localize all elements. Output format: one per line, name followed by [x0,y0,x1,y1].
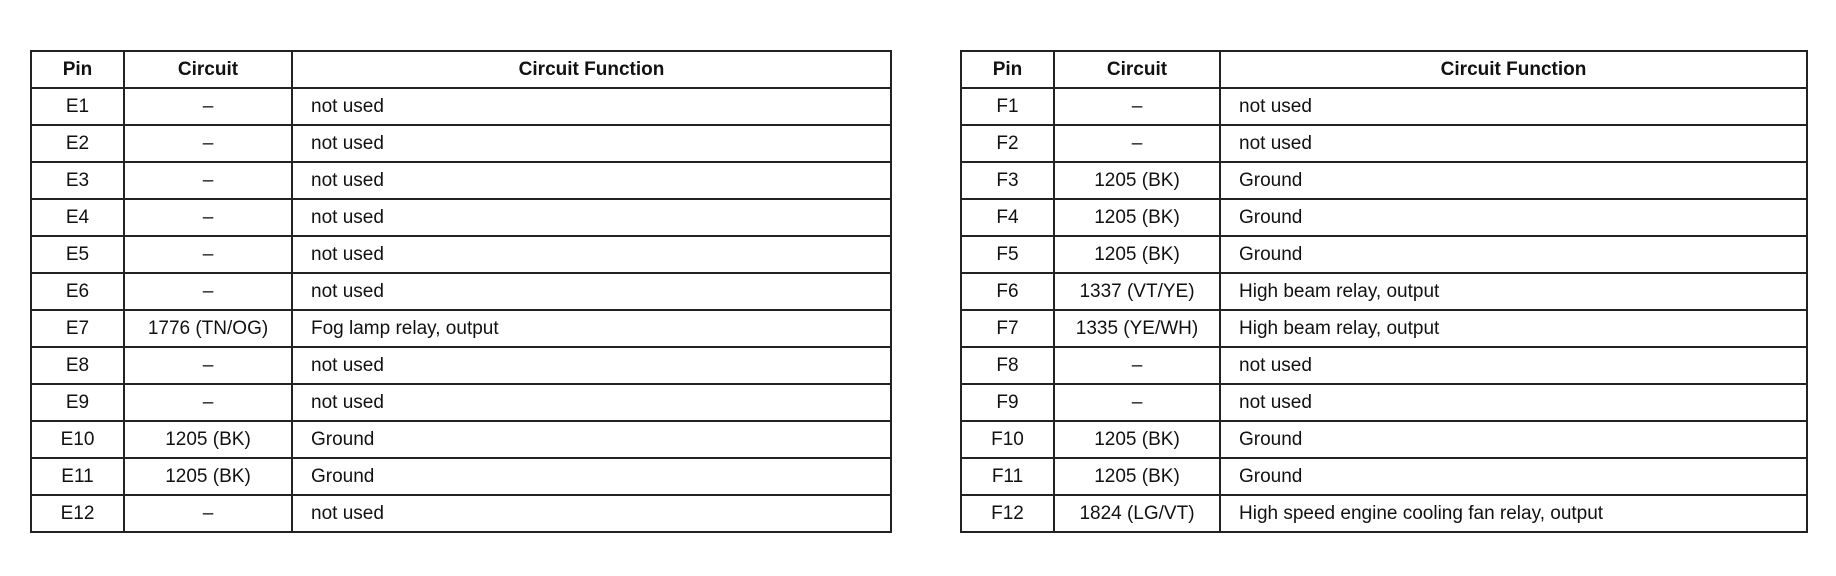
table-row [31,495,891,532]
circuit-cell: 1776 (TN/OG) [124,310,292,347]
table-row [31,273,891,310]
header-circuit: Circuit [1054,51,1220,88]
pin-cell: F11 [961,458,1054,495]
circuit-function-cell: not used [292,199,891,236]
table-row [31,347,891,384]
table-row [961,236,1807,273]
circuit-cell: – [124,495,292,532]
circuit-cell: 1205 (BK) [1054,421,1220,458]
table-row [961,162,1807,199]
table-header-row [961,51,1807,88]
circuit-function-cell: Ground [1220,199,1807,236]
circuit-function-cell: not used [292,347,891,384]
table-row [31,310,891,347]
circuit-function-cell: High beam relay, output [1220,310,1807,347]
circuit-cell: 1205 (BK) [1054,162,1220,199]
connector-e-pin-table [30,50,892,533]
header-pin: Pin [31,51,124,88]
table-row [961,458,1807,495]
circuit-cell: – [124,88,292,125]
circuit-function-cell: not used [1220,88,1807,125]
circuit-function-cell: not used [1220,125,1807,162]
circuit-cell: – [124,162,292,199]
circuit-cell: – [124,347,292,384]
pin-cell: E9 [31,384,124,421]
pin-cell: F3 [961,162,1054,199]
table-header-row [31,51,891,88]
table-row [31,125,891,162]
circuit-cell: – [1054,88,1220,125]
circuit-function-cell: Ground [1220,421,1807,458]
circuit-function-cell: not used [292,88,891,125]
circuit-function-cell: High beam relay, output [1220,273,1807,310]
circuit-cell: – [1054,125,1220,162]
circuit-function-cell: not used [1220,384,1807,421]
pin-cell: F7 [961,310,1054,347]
header-pin: Pin [961,51,1054,88]
pin-cell: E3 [31,162,124,199]
table-row [31,162,891,199]
circuit-cell: 1205 (BK) [1054,458,1220,495]
circuit-function-cell: Ground [1220,236,1807,273]
pin-cell: E7 [31,310,124,347]
circuit-function-cell: Ground [1220,458,1807,495]
circuit-function-cell: not used [292,125,891,162]
table-row [31,458,891,495]
circuit-function-cell: Ground [292,458,891,495]
table-row [31,199,891,236]
table-body [961,88,1807,532]
table-row [31,88,891,125]
table-row [961,273,1807,310]
circuit-function-cell: not used [1220,347,1807,384]
circuit-function-cell: not used [292,495,891,532]
circuit-function-cell: Ground [292,421,891,458]
table-row [961,88,1807,125]
table-row [961,199,1807,236]
pin-cell: F2 [961,125,1054,162]
circuit-cell: – [1054,347,1220,384]
pin-cell: F9 [961,384,1054,421]
circuit-cell: 1205 (BK) [1054,236,1220,273]
pin-cell: F4 [961,199,1054,236]
pin-cell: E10 [31,421,124,458]
pin-cell: E2 [31,125,124,162]
table-row [961,347,1807,384]
circuit-cell: 1205 (BK) [124,421,292,458]
circuit-cell: 1335 (YE/WH) [1054,310,1220,347]
connector-f-pin-table [960,50,1808,533]
circuit-cell: 1205 (BK) [124,458,292,495]
pin-cell: E12 [31,495,124,532]
table-row [31,384,891,421]
pin-cell: E11 [31,458,124,495]
circuit-cell: 1824 (LG/VT) [1054,495,1220,532]
circuit-cell: – [124,236,292,273]
pin-cell: F6 [961,273,1054,310]
circuit-cell: – [124,199,292,236]
circuit-cell: – [1054,384,1220,421]
table-row [31,236,891,273]
pin-cell: E4 [31,199,124,236]
header-circuit-function: Circuit Function [292,51,891,88]
table-row [31,421,891,458]
pin-cell: F1 [961,88,1054,125]
pin-cell: E1 [31,88,124,125]
header-circuit-function: Circuit Function [1220,51,1807,88]
pin-cell: F5 [961,236,1054,273]
circuit-cell: 1205 (BK) [1054,199,1220,236]
circuit-cell: – [124,125,292,162]
header-circuit: Circuit [124,51,292,88]
table-row [961,125,1807,162]
circuit-cell: 1337 (VT/YE) [1054,273,1220,310]
circuit-cell: – [124,384,292,421]
circuit-function-cell: High speed engine cooling fan relay, output [1220,495,1807,532]
table-row [961,384,1807,421]
pin-cell: F8 [961,347,1054,384]
circuit-function-cell: not used [292,384,891,421]
pin-cell: E8 [31,347,124,384]
pin-cell: F10 [961,421,1054,458]
pin-cell: E6 [31,273,124,310]
pin-cell: E5 [31,236,124,273]
circuit-function-cell: Fog lamp relay, output [292,310,891,347]
table-row [961,421,1807,458]
circuit-cell: – [124,273,292,310]
circuit-function-cell: Ground [1220,162,1807,199]
circuit-function-cell: not used [292,162,891,199]
circuit-function-cell: not used [292,236,891,273]
pin-cell: F12 [961,495,1054,532]
table-body [31,88,891,532]
table-row [961,495,1807,532]
table-row [961,310,1807,347]
circuit-function-cell: not used [292,273,891,310]
